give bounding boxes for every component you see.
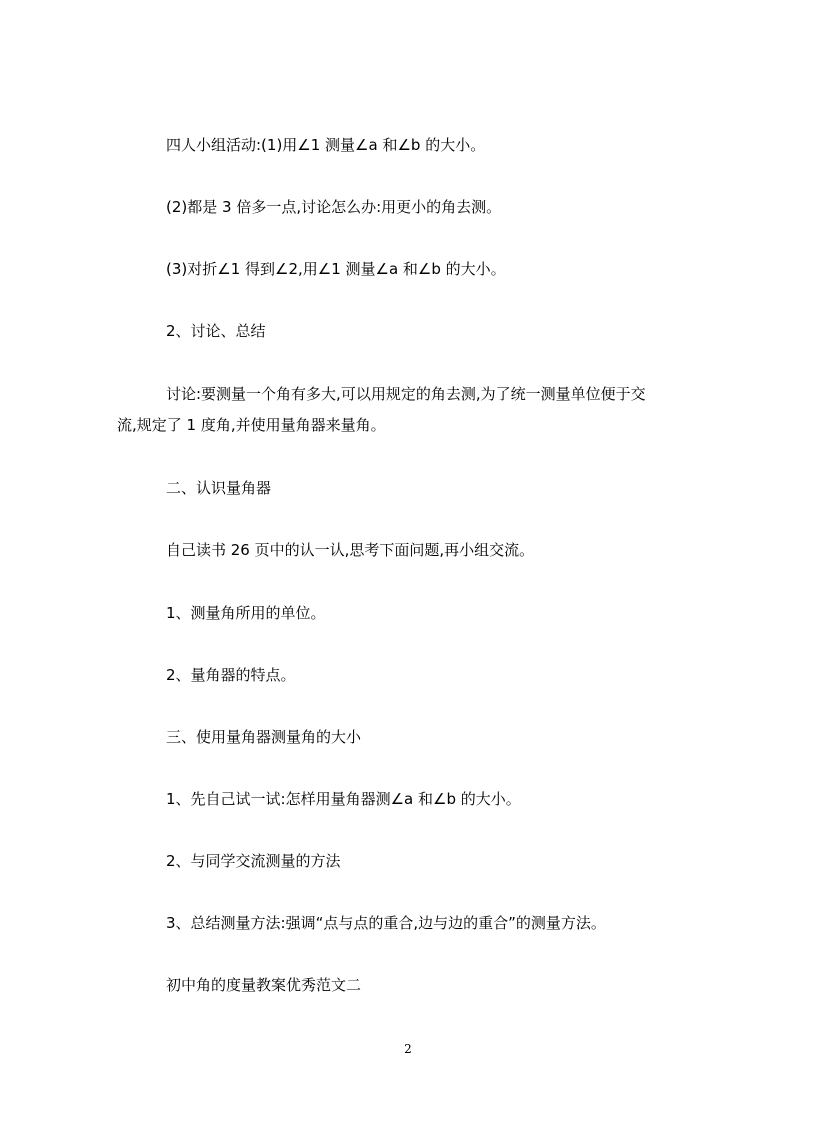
list-item-unit: 1、测量角所用的单位。 xyxy=(166,604,326,622)
section-heading-discuss-summarize: 2、讨论、总结 xyxy=(166,322,266,340)
list-item-try-yourself: 1、先自己试一试:怎样用量角器测∠a 和∠b 的大小。 xyxy=(166,790,521,808)
paragraph-discussion-line-2: 流,规定了 1 度角,并使用量角器来量角。 xyxy=(117,416,386,434)
paragraph-fold-angle: (3)对折∠1 得到∠2,用∠1 测量∠a 和∠b 的大小。 xyxy=(166,260,506,278)
section-heading-know-protractor: 二、认识量角器 xyxy=(166,479,272,497)
list-item-summarize-method: 3、总结测量方法:强调“点与点的重合,边与边的重合”的测量方法。 xyxy=(166,914,606,932)
list-item-exchange-methods: 2、与同学交流测量的方法 xyxy=(166,852,341,870)
list-item-protractor-features: 2、量角器的特点。 xyxy=(166,666,296,684)
paragraph-self-reading: 自己读书 26 页中的认一认,思考下面问题,再小组交流。 xyxy=(166,541,535,559)
section-heading-use-protractor: 三、使用量角器测量角的大小 xyxy=(166,728,362,746)
paragraph-discussion-smaller-angle: (2)都是 3 倍多一点,讨论怎么办:用更小的角去测。 xyxy=(166,198,502,216)
page-number: 2 xyxy=(404,1042,412,1056)
section-heading-sample-two: 初中角的度量教案优秀范文二 xyxy=(166,976,362,994)
paragraph-discussion-line-1: 讨论:要测量一个角有多大,可以用规定的角去测,为了统一测量单位便于交 xyxy=(166,385,646,403)
paragraph-group-activity: 四人小组活动:(1)用∠1 测量∠a 和∠b 的大小。 xyxy=(166,136,486,154)
